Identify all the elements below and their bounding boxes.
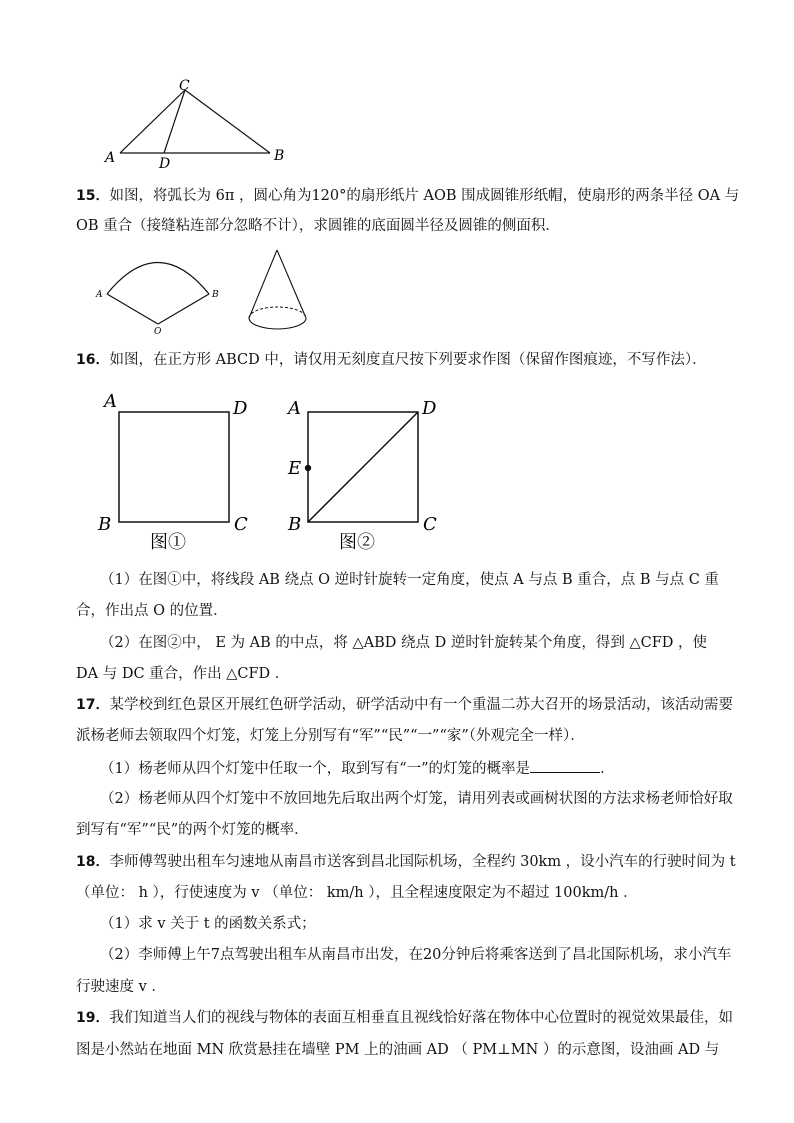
fig2-label-e: E [288, 458, 302, 479]
q16-part1-line-1: （1）在图①中，将线段 AB 绕点 O 逆时针旋转一定角度，使点 A 与点 B 重合，点 B 与点 C 重 [100, 572, 719, 588]
q17-answer-blank[interactable] [530, 758, 600, 773]
q18-part2-line-2: 行驶速度 v ． [76, 979, 166, 995]
q17-text-1: 某学校到红色景区开展红色研学活动，研学活动中有一个重温二苏大召开的场景活动，该活动需要 [109, 697, 733, 713]
fig1-label-b: B [98, 514, 112, 535]
q15-number: 15． [76, 188, 110, 204]
q17-line-1 [76, 695, 744, 715]
triangle-label-a: A [105, 150, 116, 166]
q18-part1: （1）求 v 关于 t 的函数关系式； [100, 916, 316, 932]
fig1-label-a: A [104, 391, 117, 412]
q17-part2-line-1: （2）杨老师从四个灯笼中不放回地先后取出两个灯笼，请用列表或画树状图的方法求杨老师恰好取 [100, 791, 733, 807]
q19-text-1: 我们知道当人们的视线与物体的表面互相垂直且视线恰好落在物体中心位置时的视觉效果最佳，如 [109, 1010, 733, 1026]
q16-number: 16． [76, 352, 110, 368]
square-figure-2 [284, 388, 454, 558]
q17-line-2: 派杨老师去领取四个灯笼，灯笼上分别写有“军”“民”“一”“家”（外观完全一样）． [76, 728, 585, 744]
q16-part2-line-2: DA 与 DC 重合，作出 △CFD ． [76, 666, 290, 682]
q16-line-1 [76, 350, 744, 370]
q17-part1-text: （1）杨老师从四个灯笼中任取一个，取到写有“一”的灯笼的概率是 [100, 761, 531, 777]
fig2-caption: 图② [339, 532, 375, 553]
q18-line-2: （单位： h ），行使速度为 v （单位： km/h ），且全程速度限定为不超过 100km/h ． [76, 885, 638, 901]
q16-part1-line-2: 合，作出点 O 的位置． [76, 603, 228, 619]
q16-text-1: 如图，在正方形 ABCD 中，请仅用无刻度直尺按下列要求作图（保留作图痕迹，不写作法）． [109, 352, 707, 368]
fig2-label-c: C [423, 514, 437, 535]
sector-label-o: O [154, 327, 162, 336]
q15-line-1 [76, 186, 744, 206]
q18-part2-line-1: （2）李师傅上午7点驾驶出租车从南昌市出发，在20分钟后将乘客送到了昌北国际机场，求小汽车 [100, 947, 732, 963]
fig2-label-d: D [422, 398, 437, 419]
triangle-figure [100, 78, 300, 173]
fig1-label-d: D [233, 398, 248, 419]
sector-label-a: A [96, 290, 103, 300]
q18-number: 18． [76, 854, 110, 870]
fig2-label-a: A [288, 398, 301, 419]
q18-text-1: 李师傅驾驶出租车匀速地从南昌市送客到昌北国际机场，全程约 30km ，设小汽车的行驶时间为 t [109, 854, 736, 870]
q18-line-1 [76, 852, 744, 872]
q17-part2-line-2: 到写有“军”“民”的两个灯笼的概率． [76, 822, 309, 838]
q19-line-2: 图是小然站在地面 MN 欣赏悬挂在墙壁 PM 上的油画 AD （ PM⊥MN ）的示意图，设油画 AD 与 [76, 1042, 720, 1058]
sector-figure [92, 246, 227, 336]
q15-line-2: OB 重合（接缝粘连部分忽略不计），求圆锥的底面圆半径及圆锥的侧面积． [76, 218, 560, 234]
triangle-label-c: C [179, 78, 190, 94]
q17-part1 [100, 758, 744, 779]
fig2-label-b: B [288, 514, 302, 535]
cone-figure [240, 246, 320, 336]
q19-number: 19． [76, 1010, 110, 1026]
square-figure-1 [96, 388, 256, 558]
q19-line-1 [76, 1008, 744, 1028]
fig1-label-c: C [234, 514, 248, 535]
q15-text-1: 如图，将弧长为 6π ，圆心角为120°的扇形纸片 AOB 围成圆锥形纸帽，使扇形的两条半径 OA 与 [109, 188, 740, 204]
q16-part2-line-1: （2）在图②中， E 为 AB 的中点，将 △ABD 绕点 D 逆时针旋转某个角度，得到 △CFD ，使 [100, 635, 707, 651]
fig1-caption: 图① [150, 532, 186, 553]
triangle-label-d: D [159, 156, 171, 172]
q17-number: 17． [76, 697, 110, 713]
triangle-label-b: B [274, 148, 285, 164]
sector-label-b: B [212, 290, 219, 300]
q17-part1-end: ． [600, 761, 615, 777]
